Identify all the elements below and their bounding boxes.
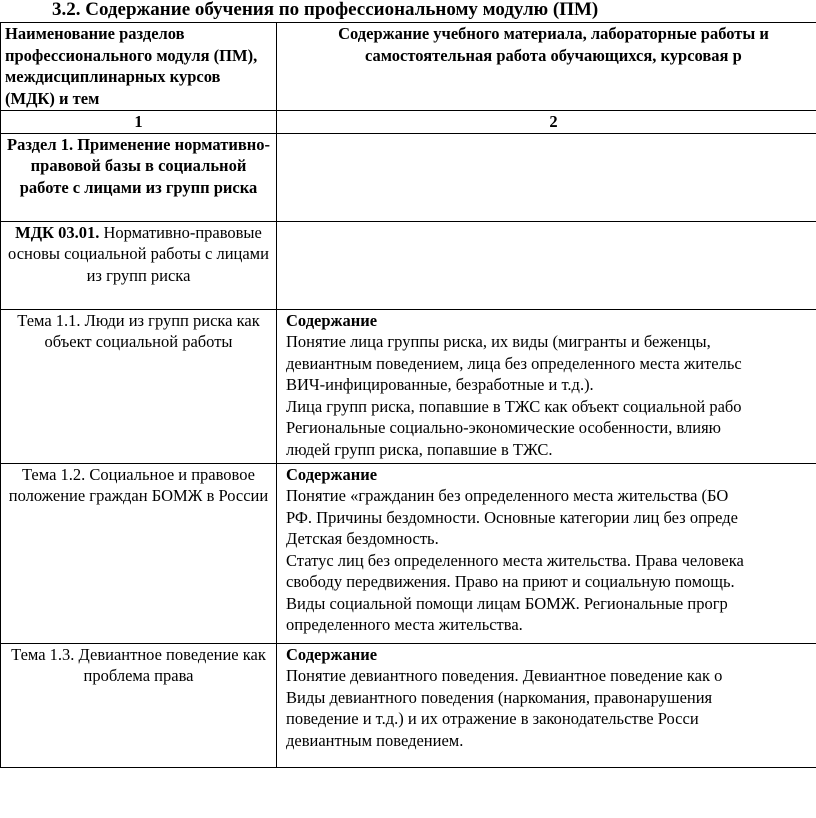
content-line: Детская бездомность. — [286, 529, 439, 548]
mdk-content-empty — [277, 221, 816, 309]
mdk-row — [1, 221, 816, 309]
content-line: Понятие лица группы риска, их виды (мигранты и беженцы, — [286, 332, 711, 351]
topic-row — [1, 309, 816, 463]
content-line: ВИЧ-инфицированные, безработные и т.д.). — [286, 375, 594, 394]
mdk-cell — [1, 221, 277, 309]
number-row — [1, 111, 816, 134]
header-row — [1, 23, 816, 111]
mdk-code: МДК 03.01. — [15, 222, 100, 242]
content-line: поведение и т.д.) и их отражение в законодательстве Росси — [286, 709, 699, 728]
header-col1: Наименование разделов профессионального модуля (ПМ), междисциплинарных курсов (МДК) и тем — [1, 23, 277, 111]
content-line: определенного места жительства. — [286, 615, 523, 634]
content-line: Лица групп риска, попавшие в ТЖС как объект социальной рабо — [286, 396, 742, 416]
header-col2 — [277, 23, 816, 111]
content-line: людей групп риска, попавшие в ТЖС. — [286, 439, 553, 459]
topic-row — [1, 643, 816, 767]
topic-content — [277, 643, 816, 767]
content-label: Содержание — [286, 310, 378, 330]
content-line: Понятие «гражданин без определенного места жительства (БО — [286, 486, 729, 505]
topic-title: Тема 1.3. Девиантное поведение как проблема права — [1, 643, 277, 767]
content-line: Понятие девиантного поведения. Девиантное поведение как о — [286, 666, 723, 685]
header-col2-line1: Содержание учебного материала, лабораторные работы и — [338, 24, 769, 43]
content-label: Содержание — [286, 464, 378, 484]
page-title: 3.2. Содержание обучения по профессиональному модулю (ПМ) — [52, 0, 599, 20]
content-line: Виды девиантного поведения (наркомания, правонарушения — [286, 687, 713, 707]
content-line: свободу передвижения. Право на приют и социальную помощь. — [286, 572, 735, 591]
section-content-empty — [277, 133, 816, 221]
topic-content — [277, 309, 816, 463]
mdk-name: Нормативно-правовые основы социальной работы с лицами из групп риска — [8, 222, 269, 285]
topic-title: Тема 1.1. Люди из групп риска как объект социальной работы — [1, 309, 277, 463]
column-number-2: 2 — [277, 111, 816, 134]
curriculum-table — [0, 22, 816, 768]
topic-title: Тема 1.2. Социальное и правовое положение граждан БОМЖ в России — [1, 463, 277, 643]
content-line: девиантным поведением. — [286, 730, 464, 750]
section-title: Раздел 1. Применение нормативно-правовой базы в социальной работе с лицами из групп риска — [1, 133, 277, 221]
topic-content — [277, 463, 816, 643]
topic-row — [1, 463, 816, 643]
column-number-1: 1 — [1, 111, 277, 134]
section-row — [1, 133, 816, 221]
content-line: Виды социальной помощи лицам БОМЖ. Региональные прогр — [286, 593, 728, 613]
content-line: РФ. Причины бездомности. Основные категории лиц без опреде — [286, 507, 738, 527]
content-line: Статус лиц без определенного места жительства. Права человека — [286, 550, 744, 570]
content-line: девиантным поведением, лица без определенного места жительс — [286, 353, 742, 373]
content-line: Региональные социально-экономические особенности, влияю — [286, 418, 722, 437]
content-label: Содержание — [286, 644, 378, 664]
header-col2-line2: самостоятельная работа обучающихся, курсовая р — [365, 45, 742, 65]
